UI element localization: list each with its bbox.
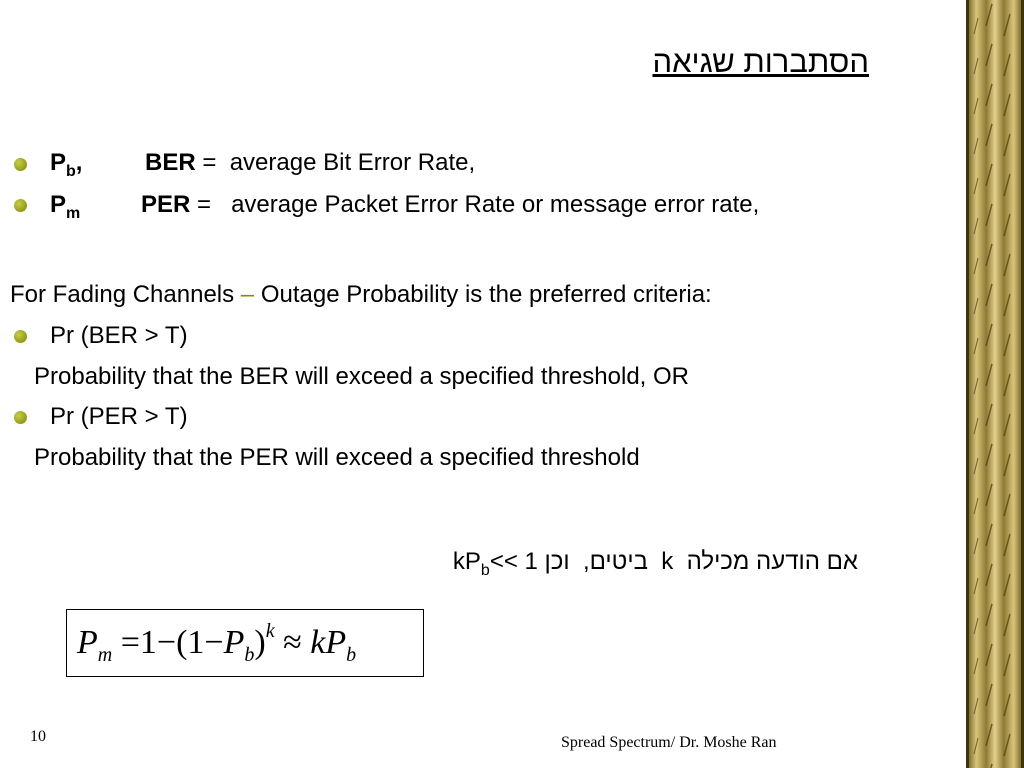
formula-b2: b bbox=[346, 644, 357, 666]
decorative-border bbox=[966, 0, 1024, 768]
ber-abbr: BER bbox=[145, 149, 196, 176]
pm-symbol: P bbox=[50, 191, 67, 218]
pb-symbol: P bbox=[50, 149, 67, 176]
formula-b: b bbox=[244, 644, 255, 666]
condition-hebrew-and: וכן bbox=[544, 548, 570, 575]
bullet-icon bbox=[14, 411, 27, 424]
per-abbr: PER bbox=[141, 191, 191, 218]
per-desc: average Packet Error Rate or message error rate, bbox=[231, 191, 760, 218]
per-eq: = bbox=[197, 191, 212, 218]
fading-dash: – bbox=[240, 281, 255, 308]
formula bbox=[77, 620, 356, 667]
condition-hebrew-bits: ביטים, bbox=[582, 548, 648, 575]
slide-title: הסתברות שגיאה bbox=[652, 44, 869, 79]
condition-hebrew-text: אם הודעה מכילה bbox=[686, 548, 858, 575]
formula-eq: = bbox=[120, 624, 140, 661]
bullet-icon bbox=[14, 330, 27, 343]
formula-kp: kP bbox=[310, 624, 347, 661]
fading-suffix: Outage Probability is the preferred criteria: bbox=[260, 281, 712, 308]
formula-k: k bbox=[265, 620, 275, 642]
expr-sub: b bbox=[480, 562, 490, 579]
pm-line bbox=[50, 191, 80, 223]
criterion-per: Pr (PER > T) bbox=[50, 403, 188, 430]
formula-box bbox=[66, 609, 424, 677]
formula-paren-open: (1− bbox=[176, 624, 224, 661]
pm-subscript: m bbox=[66, 205, 81, 222]
formula-pm: P bbox=[77, 624, 98, 661]
formula-paren-close: ) bbox=[254, 624, 266, 661]
condition-expression bbox=[452, 548, 538, 579]
condition-k: k bbox=[661, 548, 674, 575]
fading-line bbox=[10, 281, 712, 309]
formula-minus: − bbox=[156, 624, 177, 661]
pb-subscript: b bbox=[66, 163, 76, 180]
formula-m: m bbox=[97, 644, 113, 666]
footer-credit: Spread Spectrum/ Dr. Moshe Ran bbox=[561, 734, 777, 751]
pb-line bbox=[50, 149, 82, 181]
expr-rest: << 1 bbox=[489, 548, 538, 575]
condition-line bbox=[453, 548, 858, 580]
fading-prefix: For Fading Channels bbox=[10, 281, 235, 308]
page-number: 10 bbox=[30, 728, 46, 745]
expr-main: kP bbox=[452, 548, 481, 575]
criterion-ber: Pr (BER > T) bbox=[50, 322, 188, 349]
formula-approx: ≈ bbox=[283, 624, 302, 661]
bullet-icon bbox=[14, 158, 27, 171]
criterion-per-desc: Probability that the PER will exceed a specified threshold bbox=[34, 444, 640, 471]
criterion-ber-desc: Probability that the BER will exceed a specified threshold, OR bbox=[34, 363, 689, 390]
bullet-icon bbox=[14, 199, 27, 212]
ber-desc: average Bit Error Rate, bbox=[229, 149, 476, 176]
ber-line bbox=[145, 149, 475, 177]
ber-eq: = bbox=[202, 149, 217, 176]
formula-pb: P bbox=[223, 624, 245, 661]
per-line bbox=[141, 191, 759, 219]
formula-one: 1 bbox=[139, 624, 157, 661]
pb-comma: , bbox=[75, 149, 83, 176]
